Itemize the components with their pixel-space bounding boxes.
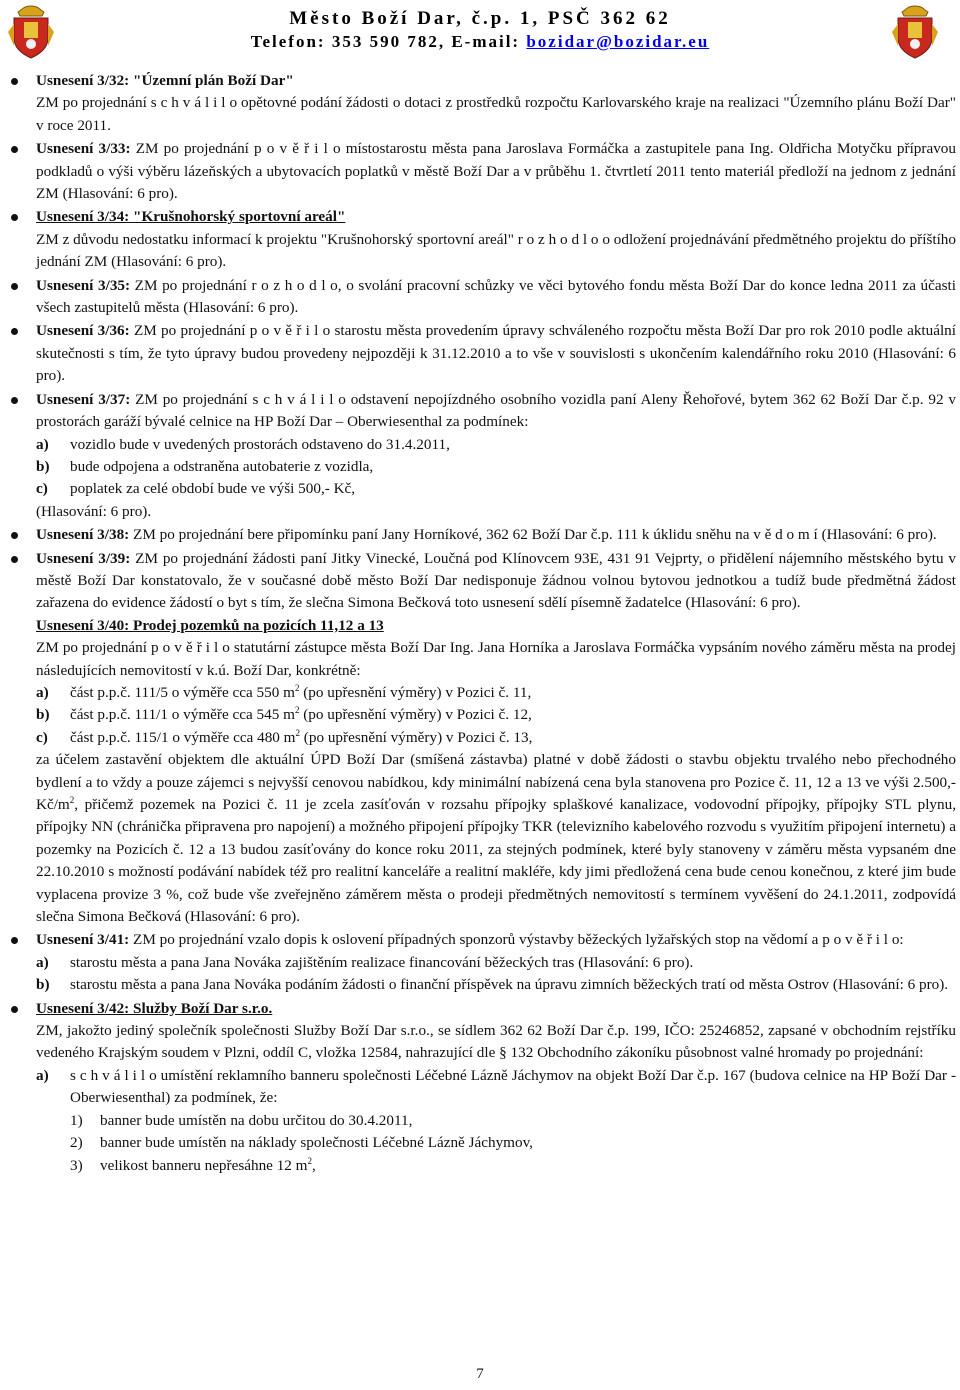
resolution-heading: Usnesení 3/38:: [36, 526, 130, 544]
bullet-icon: [11, 937, 18, 944]
resolution-heading: Usnesení 3/39:: [36, 549, 131, 567]
parcel-item: a) část p.p.č. 111/5 o výměře cca 550 $m^2$ (po upřesnění výměry) v Pozici č. 11,: [36, 682, 532, 701]
condition-item: b) bude odpojena a odstraněna autobaterie z vozidla,: [36, 457, 374, 475]
resolution-heading: Usnesení 3/40: Prodej pozemků na pozicích 11,12 a 13: [36, 616, 384, 634]
header-contact: [0, 32, 960, 52]
bullet-icon: [11, 328, 18, 335]
resolution-text: ZM, jakožto jediný společník společnosti Služby Boží Dar s.r.o., se sídlem 362 62 Boží Dar č.p. 199, IČO: 25246852, zapsané v obchodním rejstříku vedeného Krajským soudem v Plzni, oddíl C, vložka 12584, nahrazující dle § 132 Obchodního zákoníku působnost valné hromady po projednání:: [36, 1022, 956, 1062]
resolution-text: ZM po projednání s c h v á l i l o odstavení nepojízdného osobního vozidla paní Aleny Řehořové, bytem 362 62 Boží Dar č.p. 92 v prostorách garáží bývalé celnice na HP Boží Dar – Oberwiesenthal za podmínek:: [36, 390, 956, 431]
coat-of-arms-icon: [886, 2, 944, 60]
page-number: 7: [476, 1366, 484, 1382]
resolution-text: ZM po projednání žádosti paní Jitky Vinecké, Loučná pod Klínovcem 93E, 431 91 Vejprty, o přidělení nájemního městského bytu v městě Boží Dar konstatovalo, že v současné době město Boží Dar nedisponuje žádnou volnou bytovou jednotkou a tudíž bude předmětná žádost zařazena do evidence žádostí o byt s tím, že slečna Simona Bečková toto usnesení sdělí písemně žadatelce (Hlasování: 6 pro).: [36, 549, 956, 612]
numbered-condition: 1) banner bude umístěn na dobu určitou do 30.4.2011,: [70, 1111, 413, 1129]
resolution-text: ZM po projednání s c h v á l i l o opětovné podání žádosti o dotaci z prostředků rozpočtu Karlovarského kraje na realizaci "Územního plánu Boží Dar" v roce 2011.: [36, 94, 956, 134]
resolution-text: ZM po projednání vzalo dopis k oslovení případných sponzorů výstavby běžeckých lyžařských stop na vědomí a p o v ě ř i l o:: [129, 931, 904, 949]
numbered-condition: 3) velikost banneru nepřesáhne 12 $m^2$,: [70, 1155, 316, 1174]
resolution-heading: Usnesení 3/42: Služby Boží Dar s.r.o.: [36, 999, 273, 1017]
resolution-3-39: [8, 548, 956, 929]
resolution-heading: Usnesení 3/36:: [36, 322, 130, 340]
bullet-icon: [11, 556, 18, 563]
bullet-icon: [11, 397, 18, 404]
resolution-text: ZM po projednání p o v ě ř i l o místostarostu města pana Jaroslava Formáčka a zastupitele pana Ing. Oldřicha Motyčku přípravou podkladů o výši výběru lázeňských a ubytovacích poplatků v městě Boží Dar a v průběhu 1. čtvrtletí 2011 tento materiál předloží na jednom z jednání ZM (Hlasování: 6 pro).: [36, 140, 956, 203]
resolution-heading: Usnesení 3/41:: [36, 931, 130, 949]
resolution-3-34: [8, 206, 956, 273]
condition-item: c) poplatek za celé období bude ve výši 500,- Kč,: [36, 480, 356, 498]
resolution-3-35: [8, 275, 956, 320]
resolution-text: ZM z důvodu nedostatku informací k projektu "Krušnohorský sportovní areál" r o z h o d l o o odložení projednávání předmětného projektu do příštího jednání ZM (Hlasování: 6 pro).: [36, 230, 956, 271]
header-phone: Telefon: 353 590 782, E-mail:: [250, 32, 527, 51]
resolution-3-37: [8, 389, 956, 523]
task-item: b) starostu města a pana Jana Nováka podáním žádosti o finanční příspěvek na úpravu zimních běžeckých tratí od města Ostrov (Hlasování: 6 pro).: [36, 976, 949, 994]
resolution-3-38: [8, 524, 956, 546]
condition-item: a) vozidlo bude v uvedených prostorách odstaveno do 31.4.2011,: [36, 435, 450, 453]
resolution-3-33: [8, 138, 956, 205]
bullet-icon: [11, 78, 18, 85]
resolution-3-42: [8, 998, 956, 1177]
header-email-link[interactable]: bozidar@bozidar.eu: [526, 32, 710, 51]
resolution-text: ZM po projednání r o z h o d l o, o svolání pracovní schůzky ve věci bytového fondu města Boží Dar do konce ledna 2011 za účasti všech zastupitelů města (Hlasování: 6 pro).: [36, 276, 956, 317]
resolution-heading: Usnesení 3/37:: [36, 390, 131, 408]
resolution-3-36: [8, 320, 956, 387]
parcel-item: c) část p.p.č. 115/1 o výměře cca 480 $m^2$ (po upřesnění výměry) v Pozici č. 13,: [36, 727, 533, 746]
bullet-icon: [11, 1006, 18, 1013]
resolution-heading: Usnesení 3/32: "Územní plán Boží Dar": [36, 72, 294, 89]
resolution-text: ZM po projednání bere připomínku paní Jany Horníkové, 362 62 Boží Dar č.p. 111 k úklidu sněhu na v ě d o m í (Hlasování: 6 pro).: [129, 526, 937, 544]
bullet-icon: [11, 283, 18, 290]
resolution-text: za účelem zastavění objektem dle aktuální ÚPD Boží Dar (smíšená zástavba) platné v době žádosti o stavbu objektu trvalého nebo přechodného bydlení a to vždy a pouze zájemci s nejvyšší cenovou nabídkou, kdy minimální nabízená cena byla stanovena pro Pozice č. 11, 12 a 13 ve výši 2.500,- $Kč/m^2$, přičemž pozemek na Pozici č. 11 je zcela zasíťován v rozsahu přípojky splaškové kanalizace, vodovodní přípojky, přípojky STL plynu, přípojky NN (chránička připravena pro napojení) a možného připojení přípojky TKR (televizního kabelového rozvodu s využitím připojení internetu) a pozemky na Pozicích č. 12 a 13 budou zasíťovány do konce roku 2011, za stejných podmínek, které byly stanoveny v záměru města vypsaném dne 22.10.2010 s možností podávání nabídek též pro realitní kanceláře a realitní makléře, kdy jimi předložená cena bude cenou konečnou, z které jim bude vyplacena provize 3 %, což bude vše zveřejněno záměrem města o prodeji předmětných nemovitostí s termínem vyvěšení do 24.1.2011, zodpovídá slečna Simona Bečková (Hlasování: 6 pro).: [36, 751, 956, 926]
resolution-heading: Usnesení 3/34: "Krušnohorský sportovní areál": [36, 208, 346, 226]
task-item: a) starostu města a pana Jana Nováka zajištěním realizace financování běžeckých tras (Hlasování: 6 pro).: [36, 953, 694, 971]
resolution-heading: Usnesení 3/33:: [36, 140, 131, 158]
header-title: Město Boží Dar, č.p. 1, PSČ 362 62: [289, 8, 671, 29]
bullet-icon: [11, 146, 18, 153]
resolution-3-41: [8, 929, 956, 996]
resolution-3-32: [8, 70, 956, 137]
decision-item: a) s c h v á l i l o umístění reklamního banneru společnosti Léčebné Lázně Jáchymov na objekt Boží Dar č.p. 167 (budova celnice na HP Boží Dar - Oberwiesenthal) za podmínek, že:: [36, 1066, 956, 1107]
parcel-item: b) část p.p.č. 111/1 o výměře cca 545 $m^2$ (po upřesnění výměry) v Pozici č. 12,: [36, 705, 532, 724]
vote-result: (Hlasování: 6 pro).: [36, 502, 152, 520]
resolution-text: ZM po projednání p o v ě ř i l o statutární zástupce města Boží Dar Ing. Jana Horníka a Jaroslava Formáčka vypsáním nového záměru města na prodej následujících nemovitostí v k.ú. Boží Dar, konkrétně:: [36, 639, 956, 679]
bullet-icon: [11, 214, 18, 221]
bullet-icon: [11, 532, 18, 539]
numbered-condition: 2) banner bude umístěn na náklady společnosti Léčebné Lázně Jáchymov,: [70, 1134, 533, 1152]
resolution-text: ZM po projednání p o v ě ř i l o starostu města provedením úpravy schváleného rozpočtu města Boží Dar pro rok 2010 podle aktuální skutečnosti s tím, že tyto úpravy budou provedeny nejpozději k 31.12.2010 a to vše v souvislosti s ukončením kalendářního roku 2010 (Hlasování: 6 pro).: [36, 322, 956, 385]
resolution-heading: Usnesení 3/35:: [36, 276, 131, 294]
page-header: [0, 0, 960, 62]
resolutions-list: [8, 70, 956, 1177]
